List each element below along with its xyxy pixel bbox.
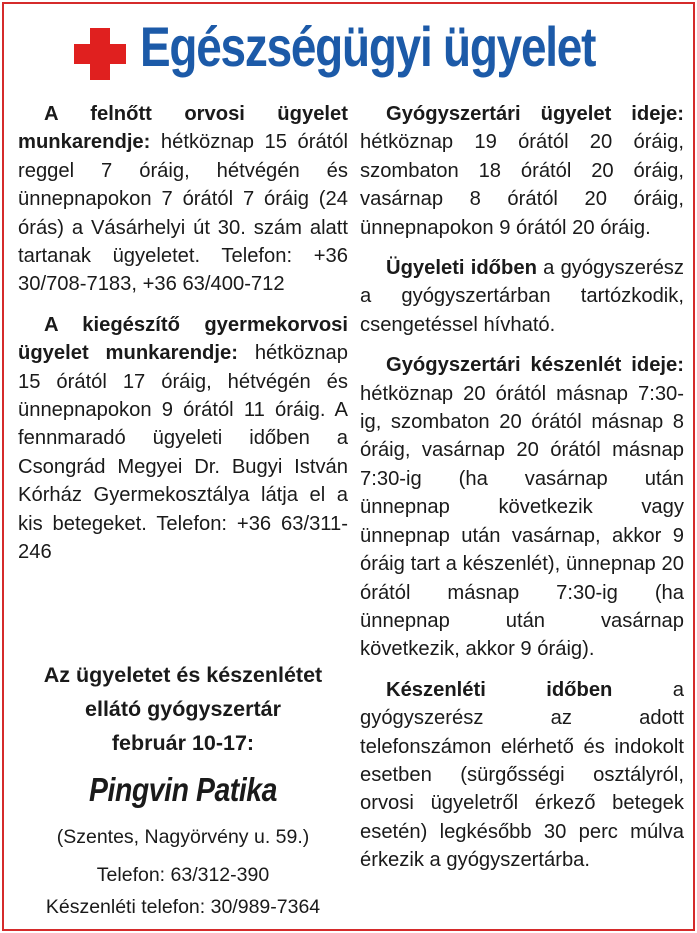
pharmacy-duty-heading: Gyógyszertári ügyelet ideje:: [386, 103, 684, 125]
child-duty-heading: A kiegészítő gyermekorvosi ügyelet munkarendje:: [18, 313, 348, 365]
left-column: [18, 100, 348, 579]
pharmacy-heading-line1: Az ügyeletet és készenlétet: [43, 663, 323, 687]
red-cross-icon: [74, 28, 126, 80]
duty-time-heading: Ügyeleti időben: [386, 257, 537, 280]
child-duty-text: hétköznap 15 órától 17 óráig, hétvégén és ünnepnapokon 9 órától 11 óráig. A fennmaradó ügyeleti időben a Csongrád Megyei Dr. Bugyi István Kórház Gyermekosztálya látja el a kis betegeket. Telefon: +36 63/311-246: [18, 342, 348, 564]
pharmacy-duty-text: hétköznap 19 órától 20 óráig, szombaton 18 órától 20 óráig, vasárnap 8 órától 20 óráig, ünnepnapokon 9 órától 20 óráig.: [360, 131, 684, 239]
child-duty-paragraph: [18, 311, 348, 567]
standby-time-paragraph: [360, 676, 684, 875]
adult-duty-heading: A felnőtt orvosi ügyelet munkarendje:: [18, 103, 348, 154]
standby-heading: Gyógyszertári készenlét ideje:: [386, 354, 684, 377]
notice-frame: [2, 2, 695, 931]
pharmacy-heading: [18, 658, 348, 760]
pharmacy-address: (Szentes, Nagyörvény u. 59.): [56, 826, 310, 848]
header: [4, 15, 693, 80]
duty-time-text: a gyógyszerész a gyógyszertárban tartózkodik, csengetéssel hívható.: [360, 257, 684, 336]
standby-paragraph: [360, 351, 684, 663]
page-title: Egészségügyi ügyelet: [140, 15, 596, 78]
pharmacy-heading-line2: ellátó gyógyszertár: [85, 697, 281, 721]
standby-time-text: a gyógyszerész az adott telefonszámon elérhető és indokolt esetben (sürgősségi osztályról, orvosi ügyeletről érkező betegek esetén) legkésőbb 30 perc múlva érkezik a gyógyszertárba.: [360, 678, 684, 872]
standby-time-heading: Készenléti időben: [386, 678, 613, 701]
adult-duty-text: hétköznap 15 órától reggel 7 óráig, hétvégén és ünnepnapokon 7 órától 7 óráig (24 órás) a Vásárhelyi út 30. szám alatt tartanak ügyeletet. Telefon: +36 30/708-7183, +36 63/400-712: [18, 131, 348, 296]
duty-time-paragraph: [360, 254, 684, 339]
pharmacy-phone: Telefon: 63/312-390: [96, 864, 270, 886]
pharmacy-duty-paragraph: [360, 100, 684, 242]
right-column: [360, 100, 684, 887]
pharmacy-heading-line3: február 10-17:: [111, 731, 255, 755]
pharmacy-standby-phone: Készenléti telefon: 30/989-7364: [45, 896, 321, 918]
pharmacy-name: Pingvin Patika: [89, 771, 277, 808]
standby-text: hétköznap 20 órától másnap 7:30-ig, szombaton 20 órától másnap 8 óráig, vasárnap 20 órától másnap 7:30-ig (ha vasárnap után ünnepnap következik vagy ünnepnap után vasárnap, akkor 9 óráig tart a készenlét), ünnepnap 20 órától másnap 7:30-ig (ha ünnepnap után vasárnap következik, akkor 9 óráig).: [360, 382, 684, 661]
adult-duty-paragraph: [18, 100, 348, 299]
